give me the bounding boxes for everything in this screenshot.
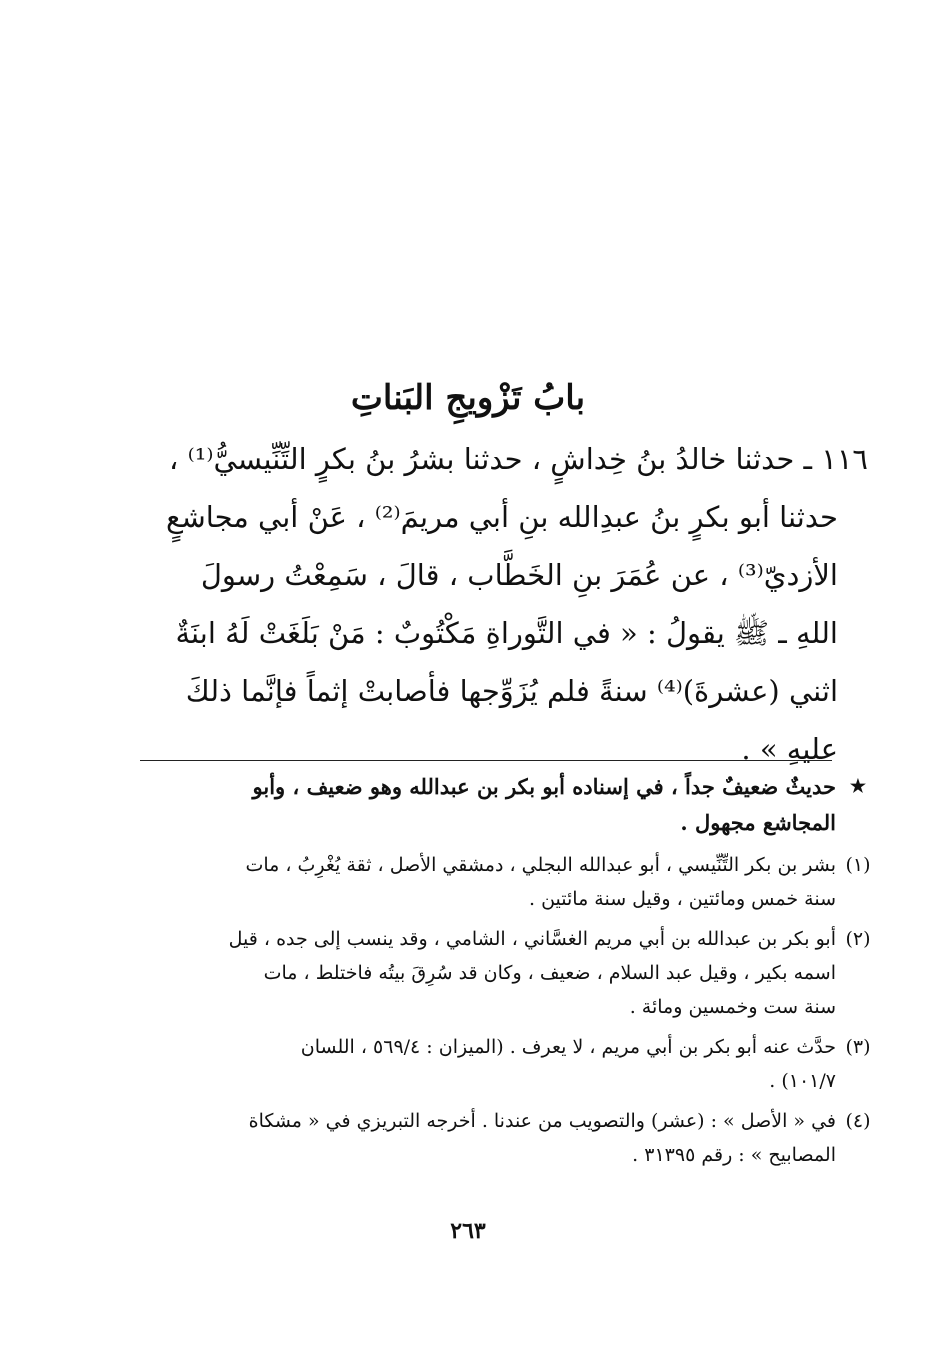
footnote-line: المصابيح » : رقم ٣١٣٩٥ . [632, 1144, 836, 1166]
hadith-line: الأزديّ⁽³⁾ ، عن عُمَرَ بنِ الخَطَّاب ، قالَ ، سَمِعْتُ رسولَ [200, 558, 838, 592]
grading-line: حديثٌ ضعيفٌ جداً ، في إسناده أبو بكر بن عبدالله وهو ضعيف ، وأبو [252, 774, 836, 799]
footnote-line: سنة ست وخمسين ومائة . [629, 996, 836, 1018]
footnotes [136, 770, 871, 1178]
hadith-line: ١١٦ ـ حدثنا خالدُ بنُ خِداشٍ ، حدثنا بشرُ بنُ بكرٍ التِّنِّيسيُّ⁽¹⁾ ، [168, 442, 868, 476]
grading-note [136, 770, 867, 842]
footnote-marker: (٢) [845, 928, 871, 950]
footnote-marker: (١) [845, 854, 871, 876]
footnote-line: ١٠١/٧) . [769, 1070, 836, 1092]
footnote-line: سنة خمس ومائتين ، وقيل سنة مائتين . [528, 888, 836, 910]
hadith-line: اللهِ ـ ﷺ يقولُ : « في التَّوراةِ مَكْتُوبٌ : مَنْ بَلَغَتْ لَهُ ابنَةٌ [175, 616, 838, 650]
footnote-line: بشر بن بكر التِّنِّيسي ، أبو عبدالله البجلي ، دمشقي الأصل ، ثقة يُغْرِبُ ، مات [245, 854, 836, 876]
page-number: ٢٦٣ [450, 1218, 486, 1244]
footnote-line: أبو بكر بن عبدالله بن أبي مريم الغسَّاني ، الشامي ، وقد ينسب إلى جده ، قيل [228, 928, 836, 950]
footnote-2 [136, 922, 871, 1024]
footnote-line: اسمه بكير ، وقيل عبد السلام ، ضعيف ، وكان قد سُرِقَ بيتُه فاختلط ، مات [263, 962, 836, 984]
hadith-text [118, 430, 868, 778]
hadith-line: عليهِ » . [741, 732, 838, 766]
hadith-line: اثني (عشرةَ)⁽⁴⁾ سنةً فلم يُزَوِّجها فأصابتْ إثماً فإنَّما ذلكَ [185, 674, 838, 708]
star-icon: ★ [849, 776, 867, 797]
footnote-marker: (٤) [845, 1110, 871, 1132]
chapter-title: بابُ تَزْويجِ البَناتِ [350, 378, 586, 418]
footnote-3 [136, 1030, 871, 1098]
footnote-divider [140, 760, 832, 761]
footnote-line: حدَّث عنه أبو بكر بن أبي مريم ، لا يعرف . (الميزان : ٥٦٩/٤ ، اللسان [300, 1036, 836, 1058]
footnote-4 [136, 1104, 871, 1172]
grading-line: المجاشع مجهول . [680, 810, 836, 835]
footnote-1 [136, 848, 871, 916]
footnote-line: في « الأصل » : (عشر) والتصويب من عندنا . أخرجه التبريزي في « مشكاة [248, 1110, 836, 1132]
footnote-marker: (٣) [845, 1036, 871, 1058]
hadith-line: حدثنا أبو بكرٍ بنُ عبدِالله بنِ أبي مريمَ⁽²⁾ ، عَنْ أبي مجاشعٍ [166, 500, 838, 534]
